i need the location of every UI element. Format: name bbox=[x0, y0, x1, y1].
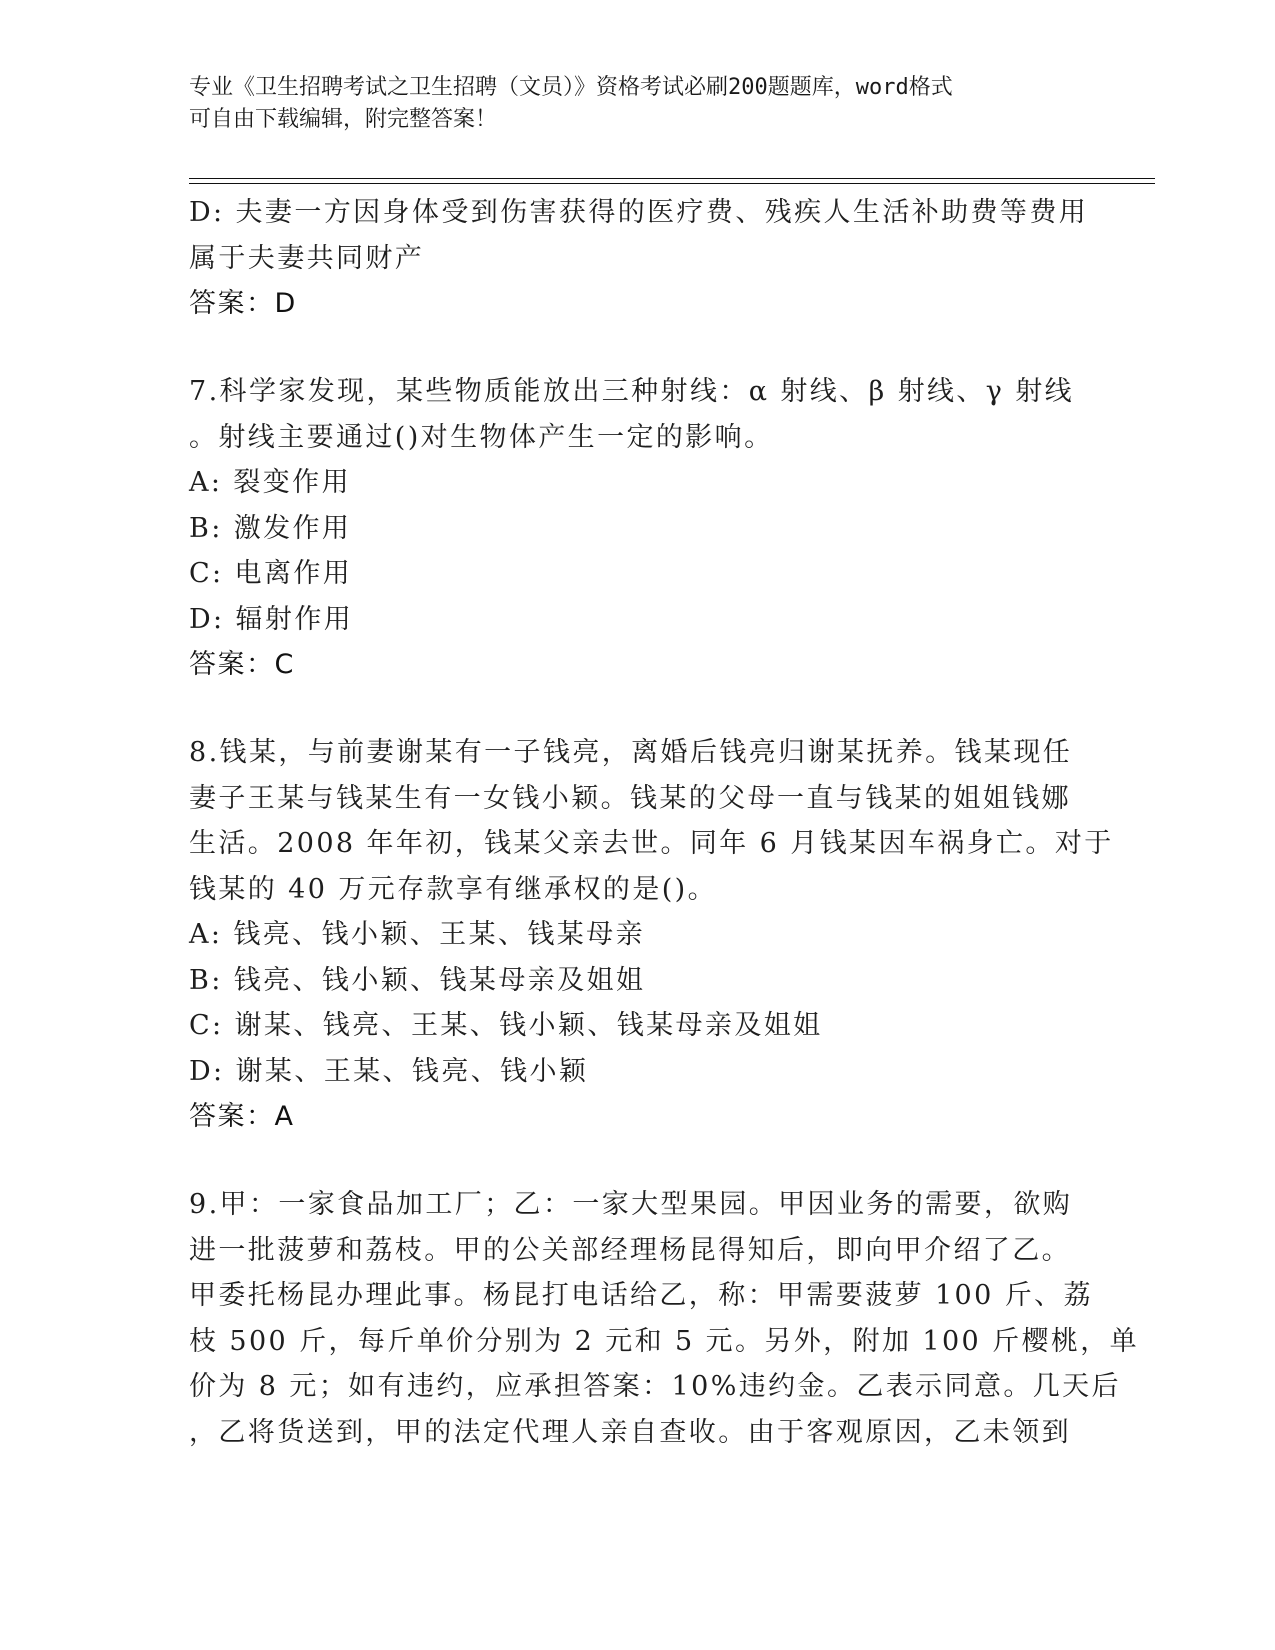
answer-line: 答案：D bbox=[189, 288, 297, 319]
question-spacer bbox=[189, 327, 1089, 369]
question-spacer bbox=[189, 688, 1089, 730]
option-d: D: 谢某、王某、钱亮、钱小颖 bbox=[189, 1055, 589, 1087]
option-b: B: 钱亮、钱小颖、钱某母亲及姐姐 bbox=[189, 964, 646, 996]
answer-line: 答案：A bbox=[189, 1101, 295, 1132]
question-stem-continued: ，乙将货送到，甲的法定代理人亲自查收。由于客观原因，乙未领到 bbox=[189, 1416, 1071, 1448]
header-rule-top bbox=[189, 178, 1155, 179]
option-b: B: 激发作用 bbox=[189, 512, 352, 544]
question-stem: 8.钱某，与前妻谢某有一子钱亮，离婚后钱亮归谢某抚养。钱某现任 bbox=[189, 737, 1073, 768]
question-stem-continued: 枝 500 斤，每斤单价分别为 2 元和 5 元。另外，附加 100 斤樱桃，单 bbox=[189, 1325, 1140, 1357]
question-stem: 9.甲：一家食品加工厂；乙：一家大型果园。甲因业务的需要，欲购 bbox=[189, 1189, 1073, 1220]
question-stem-continued: 进一批菠萝和荔枝。甲的公关部经理杨昆得知后，即向甲介绍了乙。 bbox=[189, 1234, 1071, 1266]
header-line-2: 可自由下载编辑，附完整答案！ bbox=[189, 107, 498, 132]
question-stem-continued: 价为 8 元；如有违约，应承担答案：10%违约金。乙表示同意。几天后 bbox=[189, 1371, 1121, 1402]
option-c: C: 谢某、钱亮、王某、钱小颖、钱某母亲及姐姐 bbox=[189, 1010, 823, 1041]
question-stem-continued: 生活。2008 年年初，钱某父亲去世。同年 6 月钱某因车祸身亡。对于 bbox=[189, 828, 1114, 859]
document-body bbox=[189, 190, 1140, 1455]
option-a: A: 钱亮、钱小颖、王某、钱某母亲 bbox=[189, 919, 645, 950]
option-d: D: 夫妻一方因身体受到伤害获得的医疗费、残疾人生活补助费等费用 bbox=[189, 197, 1089, 228]
question-9 bbox=[189, 1182, 1140, 1455]
option-d-continued: 属于夫妻共同财产 bbox=[189, 242, 425, 274]
option-a: A: 裂变作用 bbox=[189, 467, 351, 498]
question-8 bbox=[189, 730, 1114, 1140]
question-spacer bbox=[189, 1140, 1089, 1182]
question-stem: 7.科学家发现，某些物质能放出三种射线：α 射线、β 射线、γ 射线 bbox=[189, 376, 1075, 407]
option-d: D: 辐射作用 bbox=[189, 603, 354, 635]
question-stem-continued: 妻子王某与钱某生有一女钱小颖。钱某的父母一直与钱某的姐姐钱娜 bbox=[189, 782, 1071, 814]
question-stem-continued: 钱某的 40 万元存款享有继承权的是()。 bbox=[189, 873, 717, 905]
question-6-tail bbox=[189, 190, 1089, 327]
header-rule-bottom bbox=[189, 183, 1155, 184]
question-7 bbox=[189, 369, 1089, 688]
question-stem-continued: 甲委托杨昆办理此事。杨昆打电话给乙，称：甲需要菠萝 100 斤、荔 bbox=[189, 1280, 1093, 1311]
page-header bbox=[189, 72, 1069, 136]
option-c: C: 电离作用 bbox=[189, 558, 353, 589]
header-line-1: 专业《卫生招聘考试之卫生招聘（文员）》资格考试必刷200题题库，word格式 bbox=[189, 75, 953, 100]
question-stem-continued: 。射线主要通过()对生物体产生一定的影响。 bbox=[189, 421, 774, 453]
answer-line: 答案：C bbox=[189, 649, 295, 680]
